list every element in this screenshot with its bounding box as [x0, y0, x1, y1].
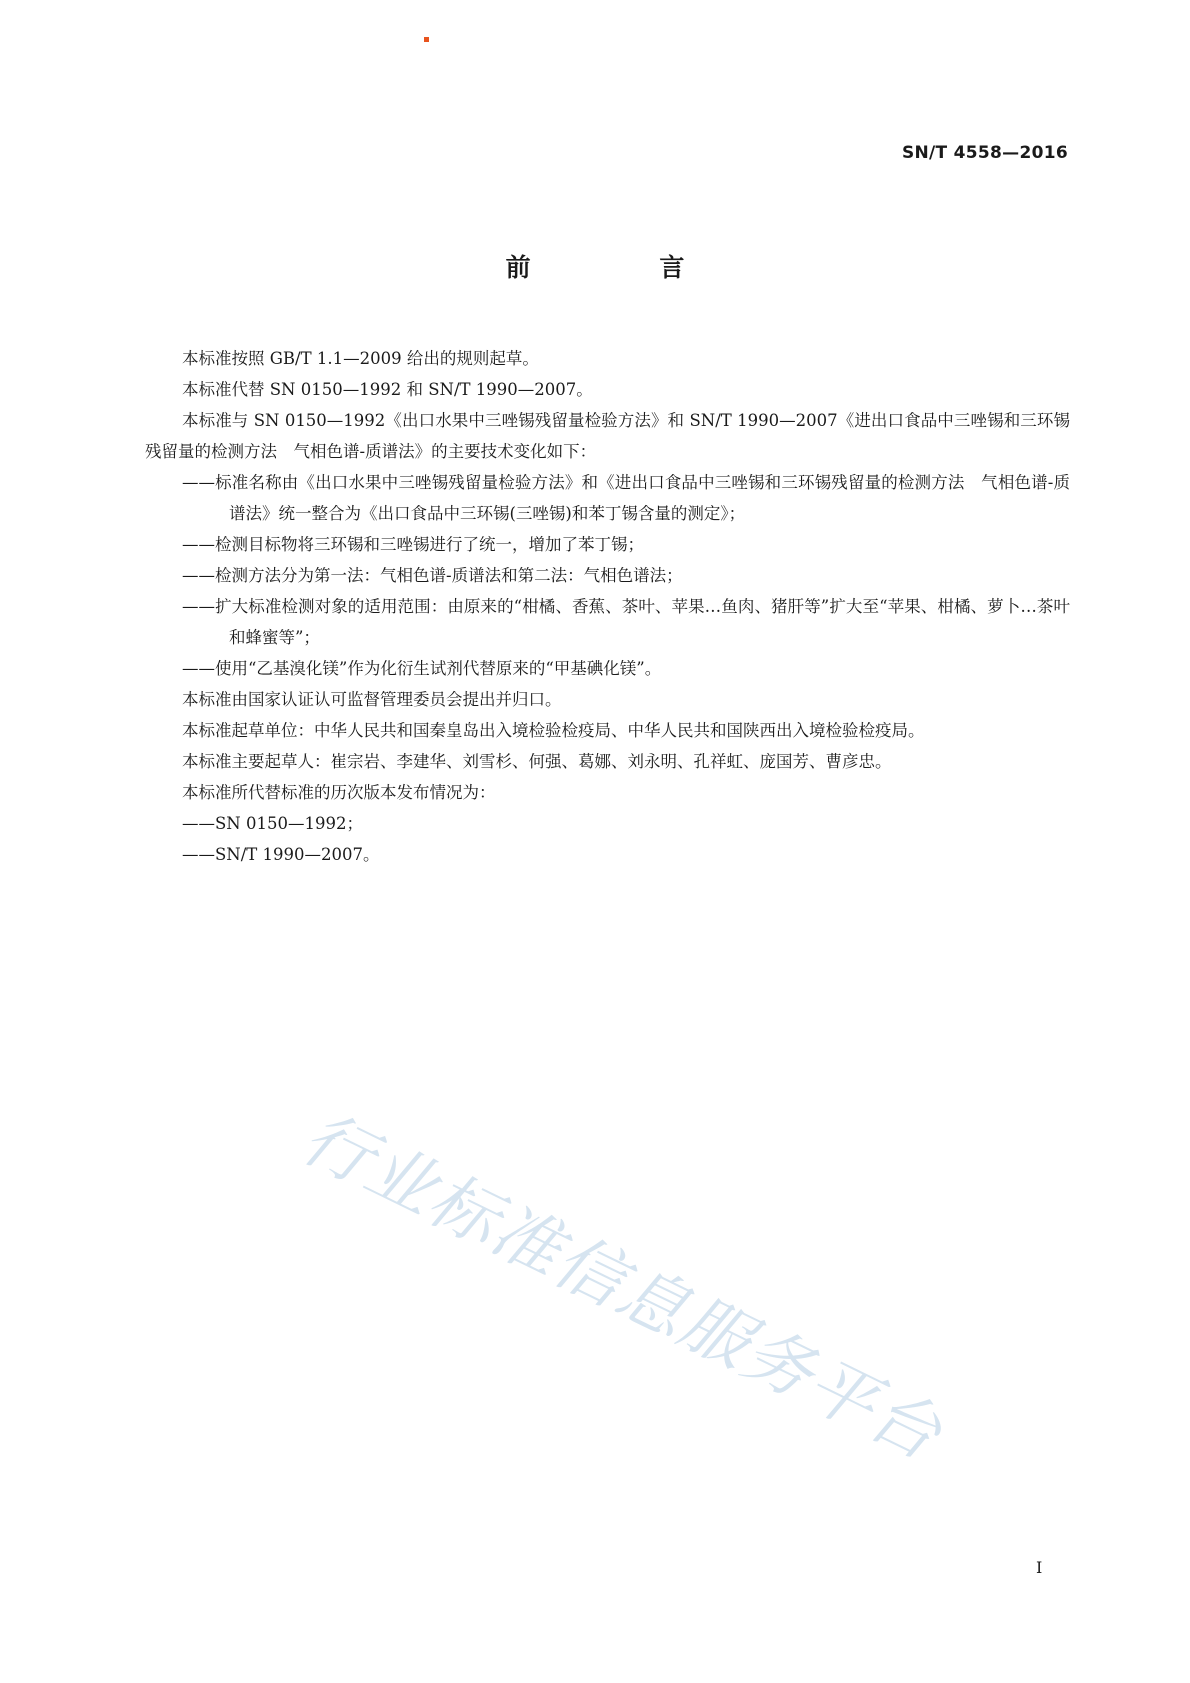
change-item: ——使用“乙基溴化镁”作为化衍生试剂代替原来的“甲基碘化镁”。	[182, 659, 662, 678]
watermark: 行业标准信息服务平台	[290, 1098, 954, 1477]
change-item: ——检测目标物将三环锡和三唑锡进行了统一，增加了苯丁锡；	[182, 535, 644, 554]
paragraph: 本标准代替 SN 0150—1992 和 SN/T 1990—2007。	[182, 380, 593, 399]
history-item: ——SN/T 1990—2007。	[182, 845, 380, 864]
change-item: ——扩大标准检测对象的适用范围：由原来的“柑橘、香蕉、茶叶、苹果…鱼肉、猪肝等”扩大至“苹果、柑橘、萝卜…茶叶和蜂蜜等”；	[182, 597, 1070, 647]
change-item: ——标准名称由《出口水果中三唑锡残留量检验方法》和《进出口食品中三唑锡和三环锡残留量的检测方法 气相色谱-质谱法》统一整合为《出口食品中三环锡(三唑锡)和苯丁锡含量的测定》；	[182, 473, 1070, 523]
orange-mark	[424, 37, 429, 42]
paragraph: 本标准由国家认证认可监督管理委员会提出并归口。	[182, 690, 562, 709]
standard-code: SN/T 4558—2016	[901, 143, 1068, 163]
paragraph: 本标准所代替标准的历次版本发布情况为：	[182, 783, 496, 802]
paragraph: 本标准与 SN 0150—1992《出口水果中三唑锡残留量检验方法》和 SN/T 1990—2007《进出口食品中三唑锡和三环锡残留量的检测方法 气相色谱-质谱法》的主要技术变化如下：	[145, 411, 1070, 461]
paragraph: 本标准按照 GB/T 1.1—2009 给出的规则起草。	[182, 349, 539, 368]
paragraph: 本标准起草单位：中华人民共和国秦皇岛出入境检验检疫局、中华人民共和国陕西出入境检验检疫局。	[182, 721, 925, 740]
page-number: I	[1036, 1558, 1043, 1577]
change-item: ——检测方法分为第一法：气相色谱-质谱法和第二法：气相色谱法；	[182, 566, 683, 585]
history-item: ——SN 0150—1992；	[182, 814, 363, 833]
document-body	[145, 343, 1070, 870]
paragraph: 本标准主要起草人：崔宗岩、李建华、刘雪杉、何强、葛娜、刘永明、孔祥虹、庞国芳、曹彦忠。	[182, 752, 892, 771]
page-title: 前 言	[505, 253, 745, 282]
